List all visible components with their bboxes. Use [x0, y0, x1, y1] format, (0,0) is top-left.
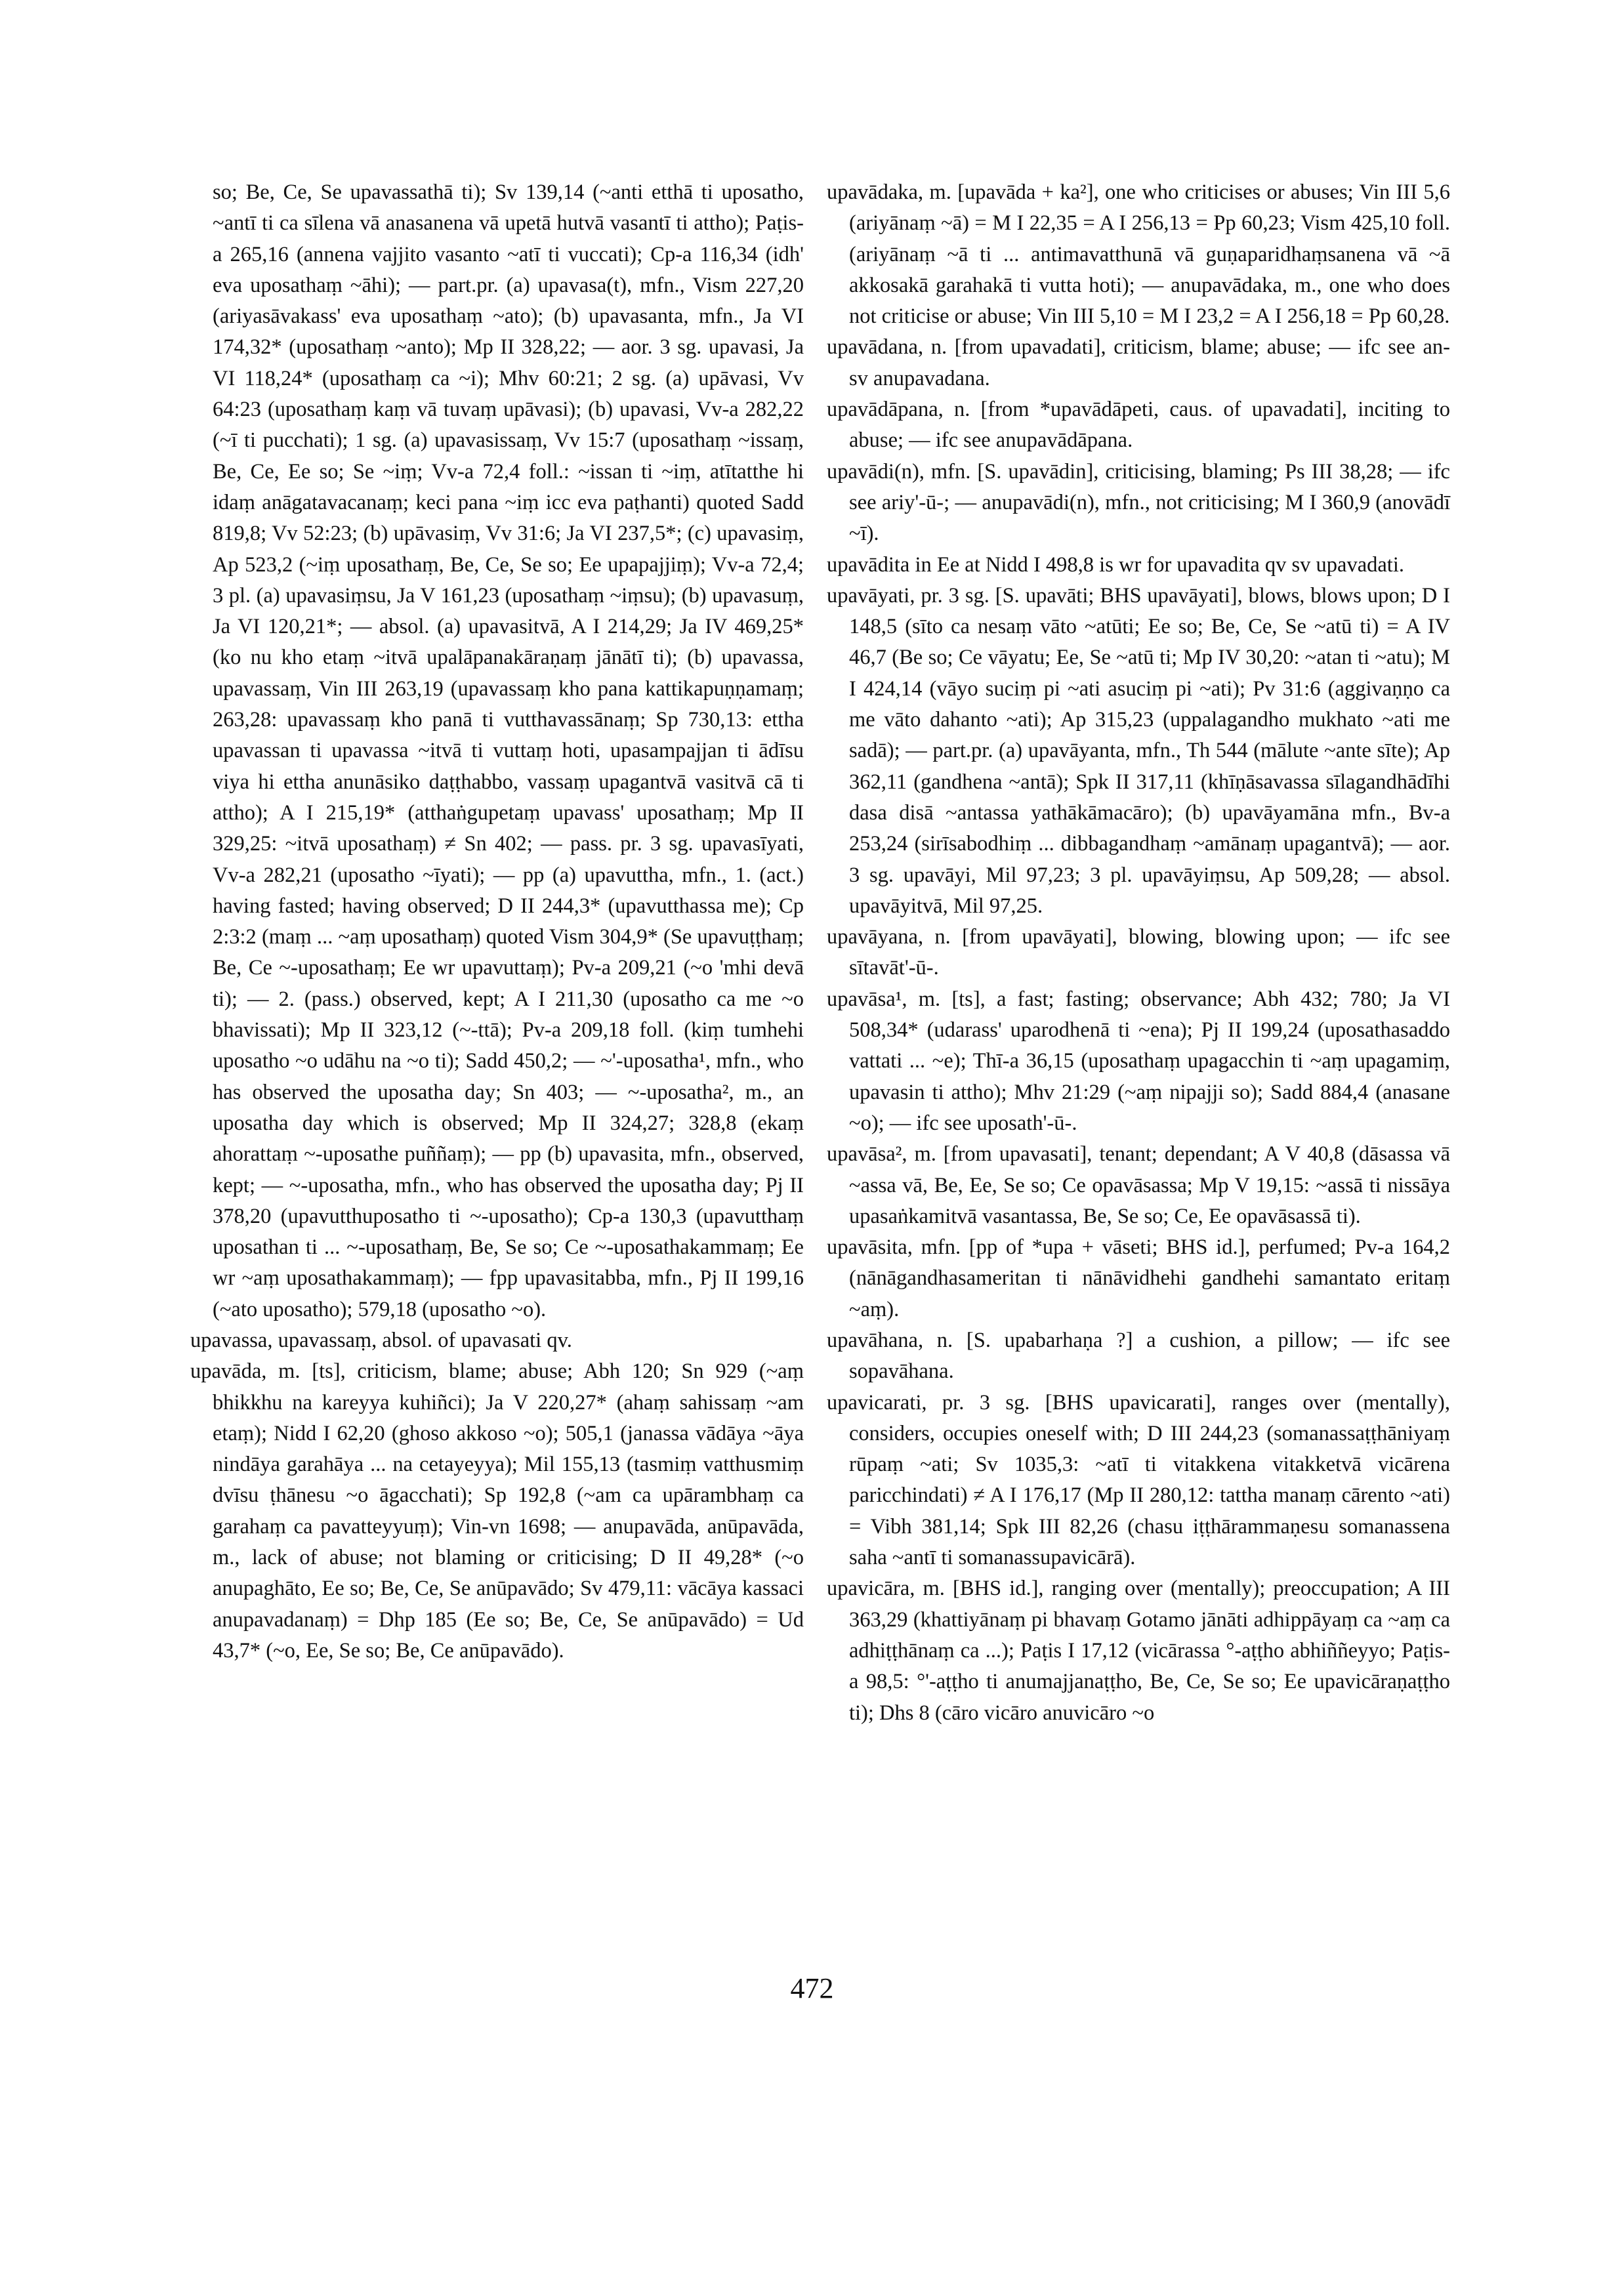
dictionary-entry: upavādana, n. [from upavadati], criticism, blame; abuse; — ifc see an- sv anupavadana. [827, 335, 1450, 390]
dictionary-entry: upavicarati, pr. 3 sg. [BHS upavicarati], ranges over (mentally), considers, occupies oneself with; D III 244,23 (somanassaṭṭhāniyaṃ rūpaṃ ~ati; Sv 1035,3: ~atī ti vitakkena vitakketvā vicārena paricchindati) ≠ A I 176,17 (Mp II 280,12: tattha manaṃ cārento ~ati) = Vibh 381,14; Spk III 82,26 (chasu iṭṭhārammaṇesu somanassena saha ~antī ti somanassupavicārā). [827, 1390, 1450, 1570]
dictionary-entry: upavādāpana, n. [from *upavādāpeti, caus. of upavadati], inciting to abuse; — ifc see anupavādāpana. [827, 398, 1450, 453]
right-column [827, 177, 1450, 1729]
dictionary-entry: upavādi(n), mfn. [S. upavādin], criticising, blaming; Ps III 38,28; — ifc see ariy'-ū-; — anupavādi(n), mfn., not criticising; M I 360,9 (anovādī ~ī). [827, 459, 1450, 546]
dictionary-entry: upavicāra, m. [BHS id.], ranging over (mentally); preoccupation; A III 363,29 (khattiyānaṃ pi bhavaṃ Gotamo jānāti adhippāyaṃ ca ~aṃ ca adhiṭṭhānaṃ ca ...); Paṭis I 17,12 (vicārassa °-aṭṭho abhiññeyyo; Paṭis-a 98,5: °'-aṭṭho ti anumajjanaṭṭho, Be, Ce, Se so; Ee upavicāraṇaṭṭho ti); Dhs 8 (cāro vicāro anuvicāro ~o [827, 1577, 1450, 1725]
dictionary-entry: upavāda, m. [ts], criticism, blame; abuse; Abh 120; Sn 929 (~aṃ bhikkhu na kareyya kuhiñci); Ja V 220,27* (ahaṃ sahissaṃ ~am etaṃ); Nidd I 62,20 (ghoso akkoso ~o); 505,1 (janassa vādāya ~āya nindāya garahāya ... na cetayeyya); Mil 155,13 (tasmiṃ vatthusmiṃ dvīsu ṭhānesu ~o āgacchati); Sp 192,8 (~am ca upārambhaṃ ca garahaṃ ca pavatteyyuṃ); Vin-vn 1698; — anupavāda, anūpavāda, m., lack of abuse; not blaming or criticising; D II 49,28* (~o anupaghāto, Ee so; Be, Ce, Se anūpavādo; Sv 479,11: vācāya kassaci anupavadanaṃ) = Dhp 185 (Ee so; Be, Ce, Se anūpavādo) = Ud 43,7* (~o, Ee, Se so; Be, Ce anūpavādo). [190, 1359, 804, 1663]
dictionary-entry: upavāsa¹, m. [ts], a fast; fasting; observance; Abh 432; 780; Ja VI 508,34* (udarass' uparodhenā ti ~ena); Pj II 199,24 (uposathasaddo vattati ... ~e); Thī-a 36,15 (uposathaṃ upagacchin ti ~aṃ upagamiṃ, upavasin ti attho); Mhv 21:29 (~aṃ nipajji so); Sadd 884,4 (anasane ~o); — ifc see uposath'-ū-. [827, 987, 1450, 1135]
dictionary-entry: upavassa, upavassaṃ, absol. of upavasati qv. [190, 1328, 572, 1352]
dictionary-entry: upavādaka, m. [upavāda + ka²], one who criticises or abuses; Vin III 5,6 (ariyānaṃ ~ā) = M I 22,35 = A I 256,13 = Pp 60,23; Vism 425,10 foll. (ariyānaṃ ~ā ti ... antimavatthunā vā guṇaparidhaṃsanena vā ~ā akkosakā garahakā ti vutta hoti); — anupavādaka, m., one who does not criticise or abuse; Vin III 5,10 = M I 23,2 = A I 256,18 = Pp 60,28. [827, 180, 1450, 329]
dictionary-entry: upavāsita, mfn. [pp of *upa + vāseti; BHS id.], perfumed; Pv-a 164,2 (nānāgandhasameritan ti nānāvidhehi gandhehi samantato eritaṃ ~aṃ). [827, 1235, 1450, 1321]
dictionary-entry: upavāyana, n. [from upavāyati], blowing, blowing upon; — ifc see sītavāt'-ū-. [827, 925, 1450, 980]
dictionary-entry: upavāsa², m. [from upavasati], tenant; dependant; A V 40,8 (dāsassa vā ~assa vā, Be, Ee, Se so; Ce opavāsassa; Mp V 19,15: ~assā ti nissāya upasaṅkamitvā vasantassa, Be, Se so; Ce, Ee opavāsassā ti). [827, 1142, 1450, 1228]
left-column [190, 177, 804, 1666]
dictionary-entry: upavāhana, n. [S. upabarhaṇa ?] a cushion, a pillow; — ifc see sopavāhana. [827, 1328, 1450, 1384]
page-number: 472 [790, 1972, 834, 2004]
dictionary-entry: so; Be, Ce, Se upavassathā ti); Sv 139,14 (~anti etthā ti uposatho, ~antī ti ca sīlena vā anasanena vā upetā hutvā vasantī ti attho); Paṭis-a 265,16 (annena vajjito vasanto ~atī ti vuccati); Cp-a 116,34 (idh' eva uposathaṃ ~āhi); — part.pr. (a) upavasa(t), mfn., Vism 227,20 (ariyasāvakass' eva uposathaṃ ~ato); (b) upavasanta, mfn., Ja VI 174,32* (uposathaṃ ~anto); Mp II 328,22; — aor. 3 sg. upavasi, Ja VI 118,24* (uposathaṃ ca ~i); Mhv 60:21; 2 sg. (a) upāvasi, Vv 64:23 (uposathaṃ kaṃ vā tuvaṃ upāvasi); (b) upavasi, Vv-a 282,22 (~ī ti pucchati); 1 sg. (a) upavasissaṃ, Vv 15:7 (uposathaṃ ~issaṃ, Be, Ce, Ee so; Se ~iṃ; Vv-a 72,4 foll.: ~issan ti ~iṃ, atītatthe hi idaṃ anāgatavacanaṃ; keci pana ~iṃ icc eva paṭhanti) quoted Sadd 819,8; Vv 52:23; (b) upāvasiṃ, Vv 31:6; Ja VI 237,5*; (c) upavasiṃ, Ap 523,2 (~iṃ uposathaṃ, Be, Ce, Se so; Ee upapajjiṃ); Vv-a 72,4; 3 pl. (a) upavasiṃsu, Ja V 161,23 (uposathaṃ ~iṃsu); (b) upavasuṃ, Ja VI 120,21*; — absol. (a) upavasitvā, A I 214,29; Ja IV 469,25* (ko nu kho etaṃ ~itvā upalāpanakāraṇaṃ jānātī ti); (b) upavassa, upavassaṃ, Vin III 263,19 (upavassaṃ kho pana kattikapuṇṇamaṃ; 263,28: upavassaṃ kho panā ti vutthavassānaṃ; Sp 730,13: ettha upavassan ti upavassa ~itvā ti vuttaṃ hoti, upasampajjan ti ādīsu viya hi ettha anunāsiko daṭṭhabbo, vassaṃ upagantvā vasitvā cā ti attho); A I 215,19* (atthaṅgupetaṃ upavass' uposathaṃ; Mp II 329,25: ~itvā uposathaṃ) ≠ Sn 402; — pass. pr. 3 sg. upavasīyati, Vv-a 282,21 (uposatho ~īyati); — pp (a) upavuttha, mfn., 1. (act.) having fasted; having observed; D II 244,3* (upavutthassa me); Cp 2:3:2 (maṃ ... ~aṃ uposathaṃ) quoted Vism 304,9* (Se upavuṭṭhaṃ; Be, Ce ~-uposathaṃ; Ee wr upavuttaṃ); Pv-a 209,21 (~o 'mhi devā ti); — 2. (pass.) observed, kept; A I 211,30 (uposatho ca me ~o bhavissati); Mp II 323,12 (~-ttā); Pv-a 209,18 foll. (kiṃ tumhehi uposatho ~o udāhu na ~o ti); Sadd 450,2; — ~'-uposatha¹, mfn., who has observed the uposatha day; Sn 403; — ~-uposatha², m., an uposatha day which is observed; Mp II 324,27; 328,8 (ekaṃ ahorattaṃ ~-uposathe puññaṃ); — pp (b) upavasita, mfn., observed, kept; — ~-uposatha, mfn., who has observed the uposatha day; Pj II 378,20 (upavutthuposatho ti ~-uposatho); Cp-a 130,3 (upavutthaṃ uposathan ti ... ~-uposathaṃ, Be, Se so; Ce ~-uposathakammaṃ; Ee wr ~aṃ uposathakammaṃ); — fpp upavasitabba, mfn., Pj II 199,16 (~ato uposatho); 579,18 (uposatho ~o). [213, 180, 804, 1321]
dictionary-entry: upavāyati, pr. 3 sg. [S. upavāti; BHS upavāyati], blows, blows upon; D I 148,5 (sīto ca nesaṃ vāto ~atūti; Ee so; Be, Ce, Se ~atū ti) = A IV 46,7 (Be so; Ce vāyatu; Ee, Se ~atū ti; Mp IV 30,20: ~atan ti ~atu); M I 424,14 (vāyo suciṃ pi ~ati asuciṃ pi ~ati); Pv 31:6 (aggivaṇṇo ca me vāto dahanto ~ati); Ap 315,23 (uppalagandho mukhato ~ati me sadā); — part.pr. (a) upavāyanta, mfn., Th 544 (mālute ~ante sīte); Ap 362,11 (gandhena ~antā); Spk II 317,11 (khīṇāsavassa sīlagandhādīhi dasa disā ~antassa yathākāmacāro); (b) upavāyamāna mfn., Bv-a 253,24 (sirīsabodhiṃ ... dibbagandhaṃ ~amānaṃ upagantvā); — aor. 3 sg. upavāyi, Mil 97,23; 3 pl. upavāyiṃsu, Ap 509,28; — absol. upavāyitvā, Mil 97,25. [827, 583, 1450, 918]
dictionary-entry: upavādita in Ee at Nidd I 498,8 is wr for upavadita qv sv upavadati. [827, 552, 1404, 577]
